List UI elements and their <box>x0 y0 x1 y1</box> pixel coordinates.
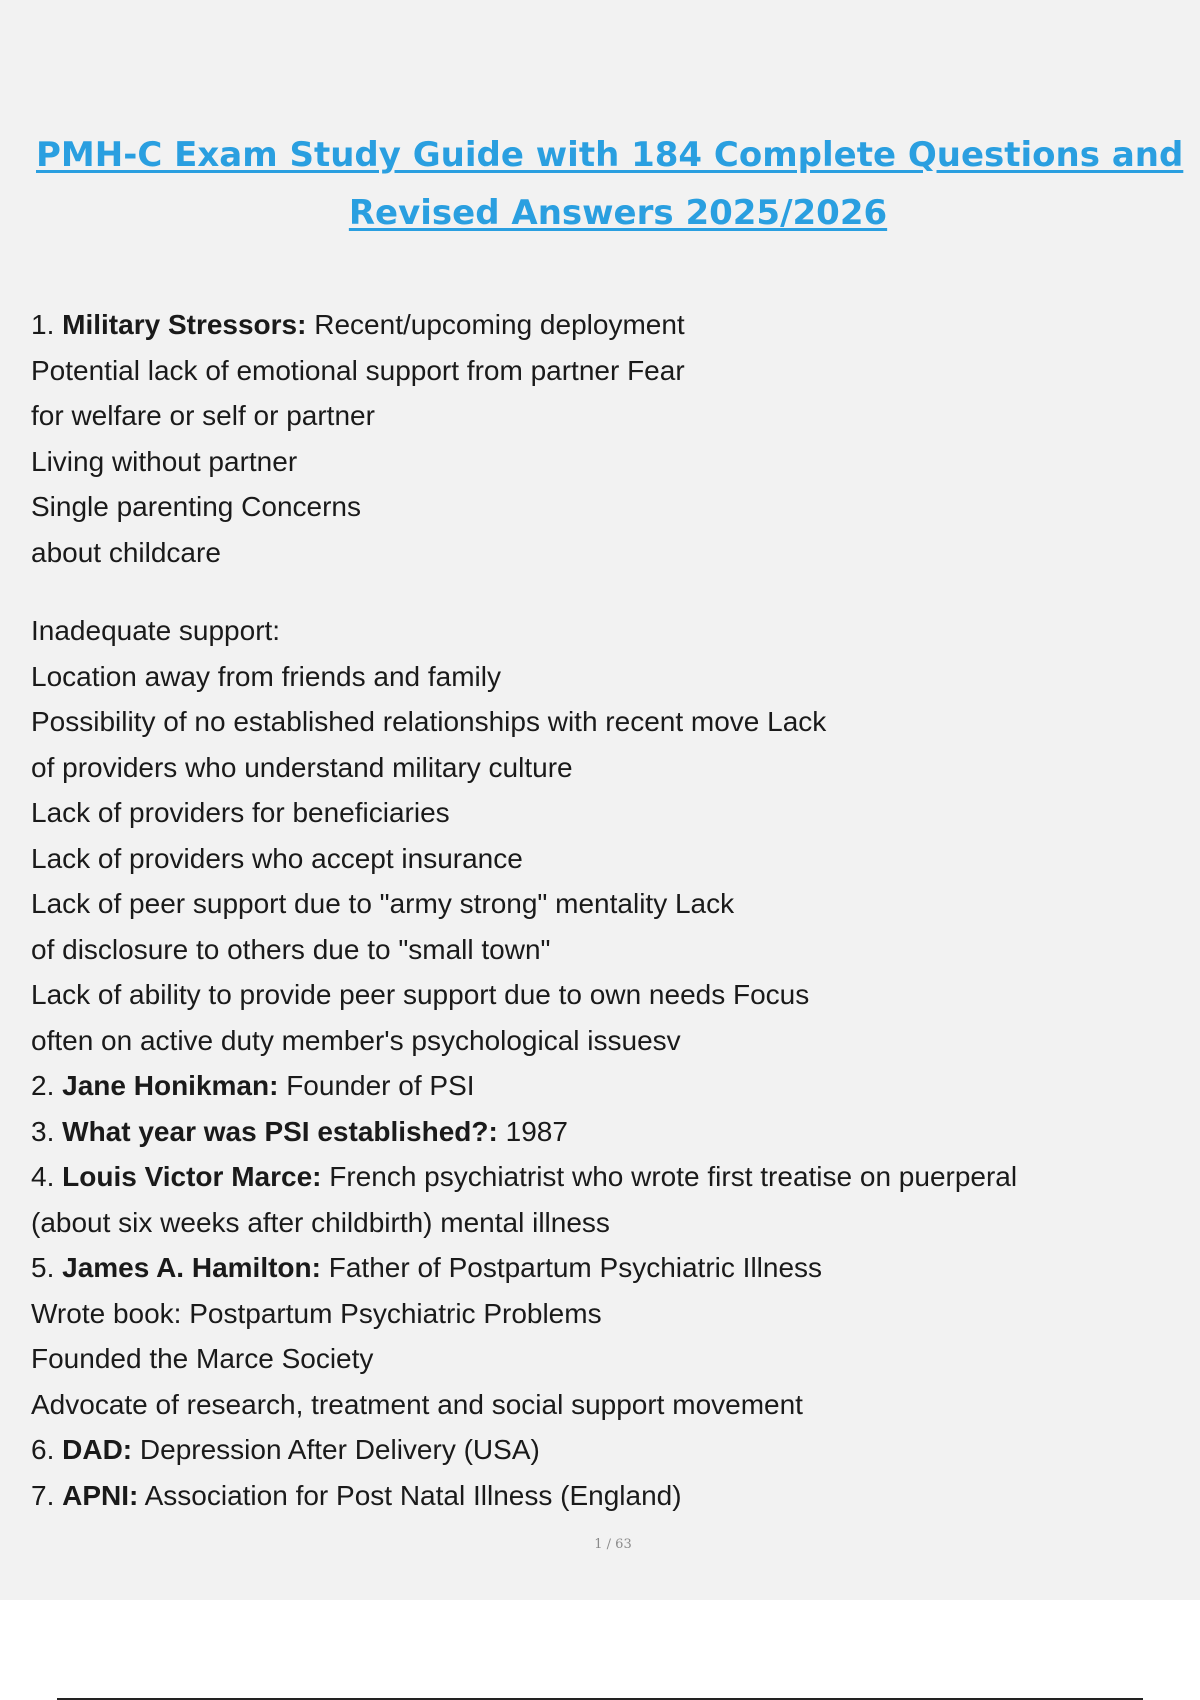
answer-line <box>31 393 1171 439</box>
answer-text: (about six weeks after childbirth) mental illness <box>31 1206 610 1238</box>
answer-text: Founder of PSI <box>286 1070 475 1101</box>
answer-text: Recent/upcoming deployment <box>314 309 685 340</box>
question-line <box>31 1245 1171 1291</box>
answer-line <box>31 1018 1171 1064</box>
document-title[interactable] <box>36 126 1200 242</box>
answer-text: Possibility of no established relationships with recent move Lack <box>31 706 827 737</box>
answer-line <box>31 1336 1171 1382</box>
question-label: Jane Honikman: <box>62 1070 279 1101</box>
question-line <box>31 1109 1171 1155</box>
answer-line <box>31 484 1171 530</box>
title-line-1: PMH-C Exam Study Guide with 184 Complete Questions and <box>36 135 1184 175</box>
question-label: DAD: <box>62 1434 133 1465</box>
answer-text: Lack of peer support due to "army strong" mentality Lack <box>31 888 735 919</box>
answer-line <box>31 836 1171 882</box>
question-number: 3. <box>31 1115 55 1147</box>
answer-line <box>31 1200 1171 1246</box>
question-label: What year was PSI established?: <box>62 1115 498 1147</box>
question-number: 6. <box>31 1434 55 1465</box>
answer-text: Potential lack of emotional support from partner Fear <box>31 354 685 386</box>
study-guide-content <box>31 302 1171 1518</box>
answer-line <box>31 745 1171 791</box>
title-line-2: Revised Answers 2025/2026 <box>348 193 888 233</box>
answer-text: French psychiatrist who wrote first treatise on puerperal <box>329 1161 1018 1192</box>
answer-text: Wrote book: Postpartum Psychiatric Problems <box>31 1297 602 1329</box>
answer-text: Single parenting Concerns <box>31 491 361 522</box>
question-number: 5. <box>31 1252 55 1283</box>
answer-text: about childcare <box>31 536 221 568</box>
answer-line <box>31 1291 1171 1337</box>
answer-text: Inadequate support: <box>31 615 281 646</box>
answer-text: Advocate of research, treatment and social support movement <box>31 1388 803 1420</box>
question-number: 1. <box>31 309 55 340</box>
answer-text: for welfare or self or partner <box>31 400 375 431</box>
answer-text: Association for Post Natal Illness (England) <box>144 1479 682 1511</box>
question-number: 4. <box>31 1161 55 1192</box>
question-label: APNI: <box>62 1479 139 1511</box>
answer-text: Living without partner <box>31 445 298 477</box>
answer-line <box>31 881 1171 927</box>
answer-text: Father of Postpartum Psychiatric Illness <box>328 1252 823 1283</box>
answer-line <box>31 790 1171 836</box>
question-line <box>31 1473 1171 1519</box>
answer-line <box>31 972 1171 1018</box>
answer-text: Lack of providers who accept insurance <box>31 842 523 874</box>
question-label: Military Stressors: <box>62 309 307 340</box>
answer-line <box>31 608 1171 654</box>
answer-text: of disclosure to others due to "small town" <box>31 933 551 965</box>
answer-text: Lack of ability to provide peer support due to own needs Focus <box>31 979 810 1010</box>
answer-text: Lack of providers for beneficiaries <box>31 797 450 828</box>
answer-text: of providers who understand military culture <box>31 751 573 783</box>
answer-line <box>31 439 1171 485</box>
paragraph-gap <box>31 575 1171 608</box>
answer-line <box>31 348 1171 394</box>
question-line <box>31 1427 1171 1473</box>
question-line <box>31 302 1171 348</box>
question-label: James A. Hamilton: <box>62 1252 321 1283</box>
answer-text: 1987 <box>505 1115 568 1147</box>
answer-text: often on active duty member's psychological issuesv <box>31 1024 681 1056</box>
question-number: 2. <box>31 1070 55 1101</box>
page-number: 1 / 63 <box>594 1537 632 1552</box>
answer-line <box>31 927 1171 973</box>
question-number: 7. <box>31 1479 55 1511</box>
question-label: Louis Victor Marce: <box>62 1161 322 1192</box>
answer-text: Location away from friends and family <box>31 660 501 692</box>
answer-line <box>31 530 1171 576</box>
answer-line <box>31 1382 1171 1428</box>
answer-text: Depression After Delivery (USA) <box>139 1434 540 1465</box>
question-line <box>31 1154 1171 1200</box>
answer-line <box>31 654 1171 700</box>
question-line <box>31 1063 1171 1109</box>
answer-text: Founded the Marce Society <box>31 1343 374 1374</box>
answer-line <box>31 699 1171 745</box>
